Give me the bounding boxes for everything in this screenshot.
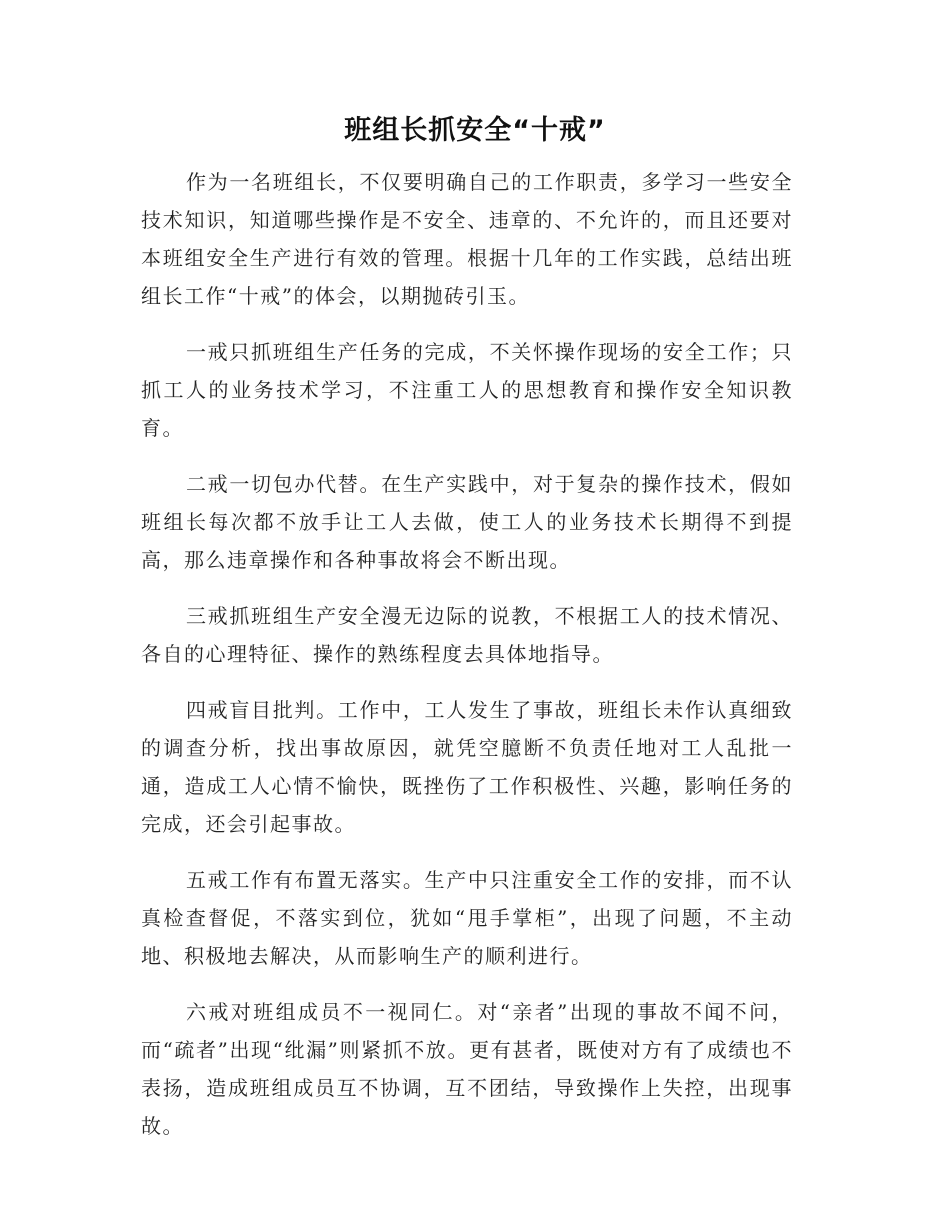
paragraph-intro: 作为一名班组长，不仅要明确自己的工作职责，多学习一些安全技术知识，知道哪些操作是不安全、违章的、不允许的，而且还要对本班组安全生产进行有效的管理。根据十几年的工作实践，总结出班组长工作“十戒”的体会，以期抛砖引玉。	[141, 170, 793, 308]
document-title: 班组长抓安全“十戒”	[344, 115, 606, 146]
paragraph-rule-1: 一戒只抓班组生产任务的完成，不关怀操作现场的安全工作；只抓工人的业务技术学习，不注重工人的思想教育和操作安全知识教育。	[141, 340, 793, 440]
paragraph-rule-2: 二戒一切包办代替。在生产实践中，对于复杂的操作技术，假如班组长每次都不放手让工人去做，使工人的业务技术长期得不到提高，那么违章操作和各种事故将会不断出现。	[141, 472, 793, 572]
paragraph-rule-3: 三戒抓班组生产安全漫无边际的说教，不根据工人的技术情况、各自的心理特征、操作的熟练程度去具体地指导。	[141, 604, 793, 666]
paragraph-rule-4: 四戒盲目批判。工作中，工人发生了事故，班组长未作认真细致的调查分析，找出事故原因，就凭空臆断不负责任地对工人乱批一通，造成工人心情不愉快，既挫伤了工作积极性、兴趣，影响任务的完成，还会引起事故。	[141, 698, 793, 836]
paragraph-rule-6: 六戒对班组成员不一视同仁。对“亲者”出现的事故不闻不问，而“疏者”出现“纰漏”则紧抓不放。更有甚者，既使对方有了成绩也不表扬，造成班组成员互不协调，互不团结，导致操作上失控，出现事故。	[141, 1000, 793, 1138]
paragraph-rule-5: 五戒工作有布置无落实。生产中只注重安全工作的安排，而不认真检查督促，不落实到位，犹如“甩手掌柜”，出现了问题，不主动地、积极地去解决，从而影响生产的顺利进行。	[141, 868, 793, 968]
document-body	[141, 163, 793, 1163]
